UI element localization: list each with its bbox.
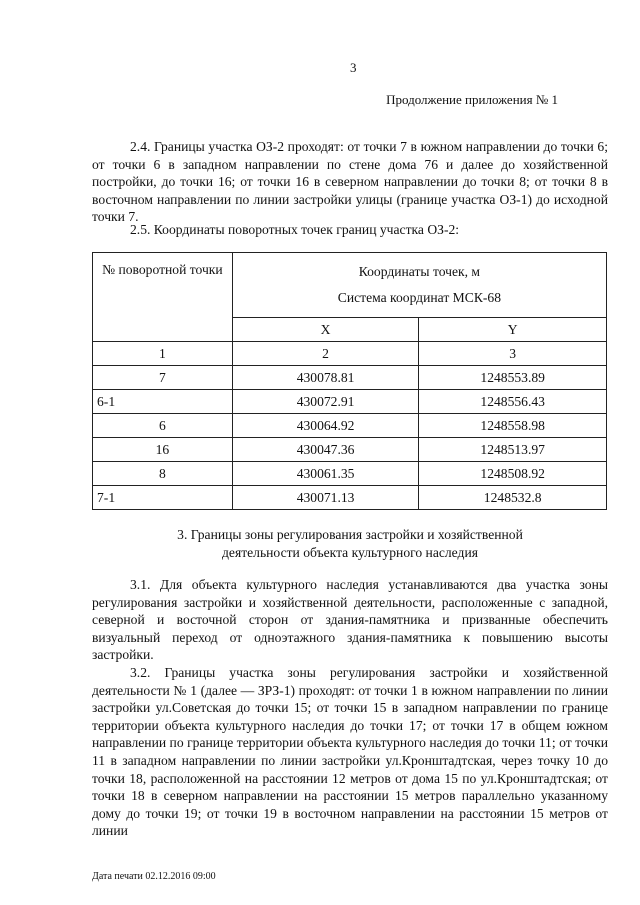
index-cell: 1 — [93, 342, 233, 366]
table-row — [93, 462, 607, 486]
y-cell: 1248532.8 — [419, 486, 607, 510]
y-cell: 1248558.98 — [419, 414, 607, 438]
point-cell: 6 — [93, 414, 233, 438]
point-cell: 6-1 — [93, 390, 233, 414]
table-row — [93, 438, 607, 462]
table-row — [93, 366, 607, 390]
table-row — [93, 486, 607, 510]
table-index-row — [93, 342, 607, 366]
header-y: Y — [419, 318, 607, 342]
page-number: 3 — [350, 60, 357, 75]
header-point-number: № поворотной точки — [93, 253, 233, 342]
header-coordinate-system: Система координат МСК-68 — [337, 290, 502, 305]
coordinates-table — [92, 252, 607, 510]
paragraph-2-4: 2.4. Границы участка ОЗ-2 проходят: от точки 7 в южном направлении до точки 6; от точки 6 в западном направлении по стене дома 76 и далее до хозяйственной постройки, до точки 16; от точки 16 в северном направлении до точки 8; от точки 8 в восточном направлении по линии застройки улицы (границе участка ОЗ-1) до исходной точки 7. — [92, 139, 608, 225]
x-cell: 430061.35 — [232, 462, 419, 486]
table-row — [93, 390, 607, 414]
header-coordinates-label: Координаты точек, м — [358, 264, 481, 279]
paragraph-3-2: 3.2. Границы участка зоны регулирования застройки и хозяйственной деятельности № 1 (далее — ЗРЗ-1) проходят: от точки 1 в южном направлении по линии застройки ул.Советская до точки 15; от точки 15 в западном направлении по границе территории объекта культурного наследия до точки 17; от точки 17 в общем южном направлении по границе территории объекта культурного наследия до точки 11; от точки 11 в западном направлении по линии застройки ул.Кронштадтская, через точку 10 до точки 18, расположенной на расстоянии 12 метров от дома 15 по ул.Кронштадтская; от точки 18 в северном направлении на расстоянии 15 метров параллельно указанному дому до точки 19; от точки 19 в восточном направлении на расстоянии 15 метров от линии — [92, 665, 608, 839]
paragraph-3-1: 3.1. Для объекта культурного наследия устанавливаются два участка зоны регулирования застройки и хозяйственной деятельности, расположенные с западной, северной и восточной сторон от здания-памятника и призванные обеспечить визуальный переход от одноэтажного здания-памятника к повышению высоты застройки. — [92, 577, 608, 663]
paragraph-2-5: 2.5. Координаты поворотных точек границ участка ОЗ-2: — [130, 222, 460, 237]
section-3-title-line-2: деятельности объекта культурного наследия — [222, 545, 478, 560]
y-cell: 1248508.92 — [419, 462, 607, 486]
x-cell: 430078.81 — [232, 366, 419, 390]
x-cell: 430047.36 — [232, 438, 419, 462]
x-cell: 430064.92 — [232, 414, 419, 438]
x-cell: 430072.91 — [232, 390, 419, 414]
index-cell: 3 — [419, 342, 607, 366]
table-row — [93, 414, 607, 438]
header-coordinates — [232, 253, 606, 318]
x-cell: 430071.13 — [232, 486, 419, 510]
appendix-title: Продолжение приложения № 1 — [386, 92, 558, 107]
point-cell: 7 — [93, 366, 233, 390]
point-cell: 16 — [93, 438, 233, 462]
y-cell: 1248556.43 — [419, 390, 607, 414]
point-cell: 7-1 — [93, 486, 233, 510]
section-3-title-line-1: 3. Границы зоны регулирования застройки и хозяйственной — [177, 527, 523, 542]
index-cell: 2 — [232, 342, 419, 366]
y-cell: 1248513.97 — [419, 438, 607, 462]
header-x: X — [232, 318, 419, 342]
point-cell: 8 — [93, 462, 233, 486]
section-3-title — [92, 526, 608, 562]
y-cell: 1248553.89 — [419, 366, 607, 390]
print-date-footer: Дата печати 02.12.2016 09:00 — [92, 871, 216, 882]
